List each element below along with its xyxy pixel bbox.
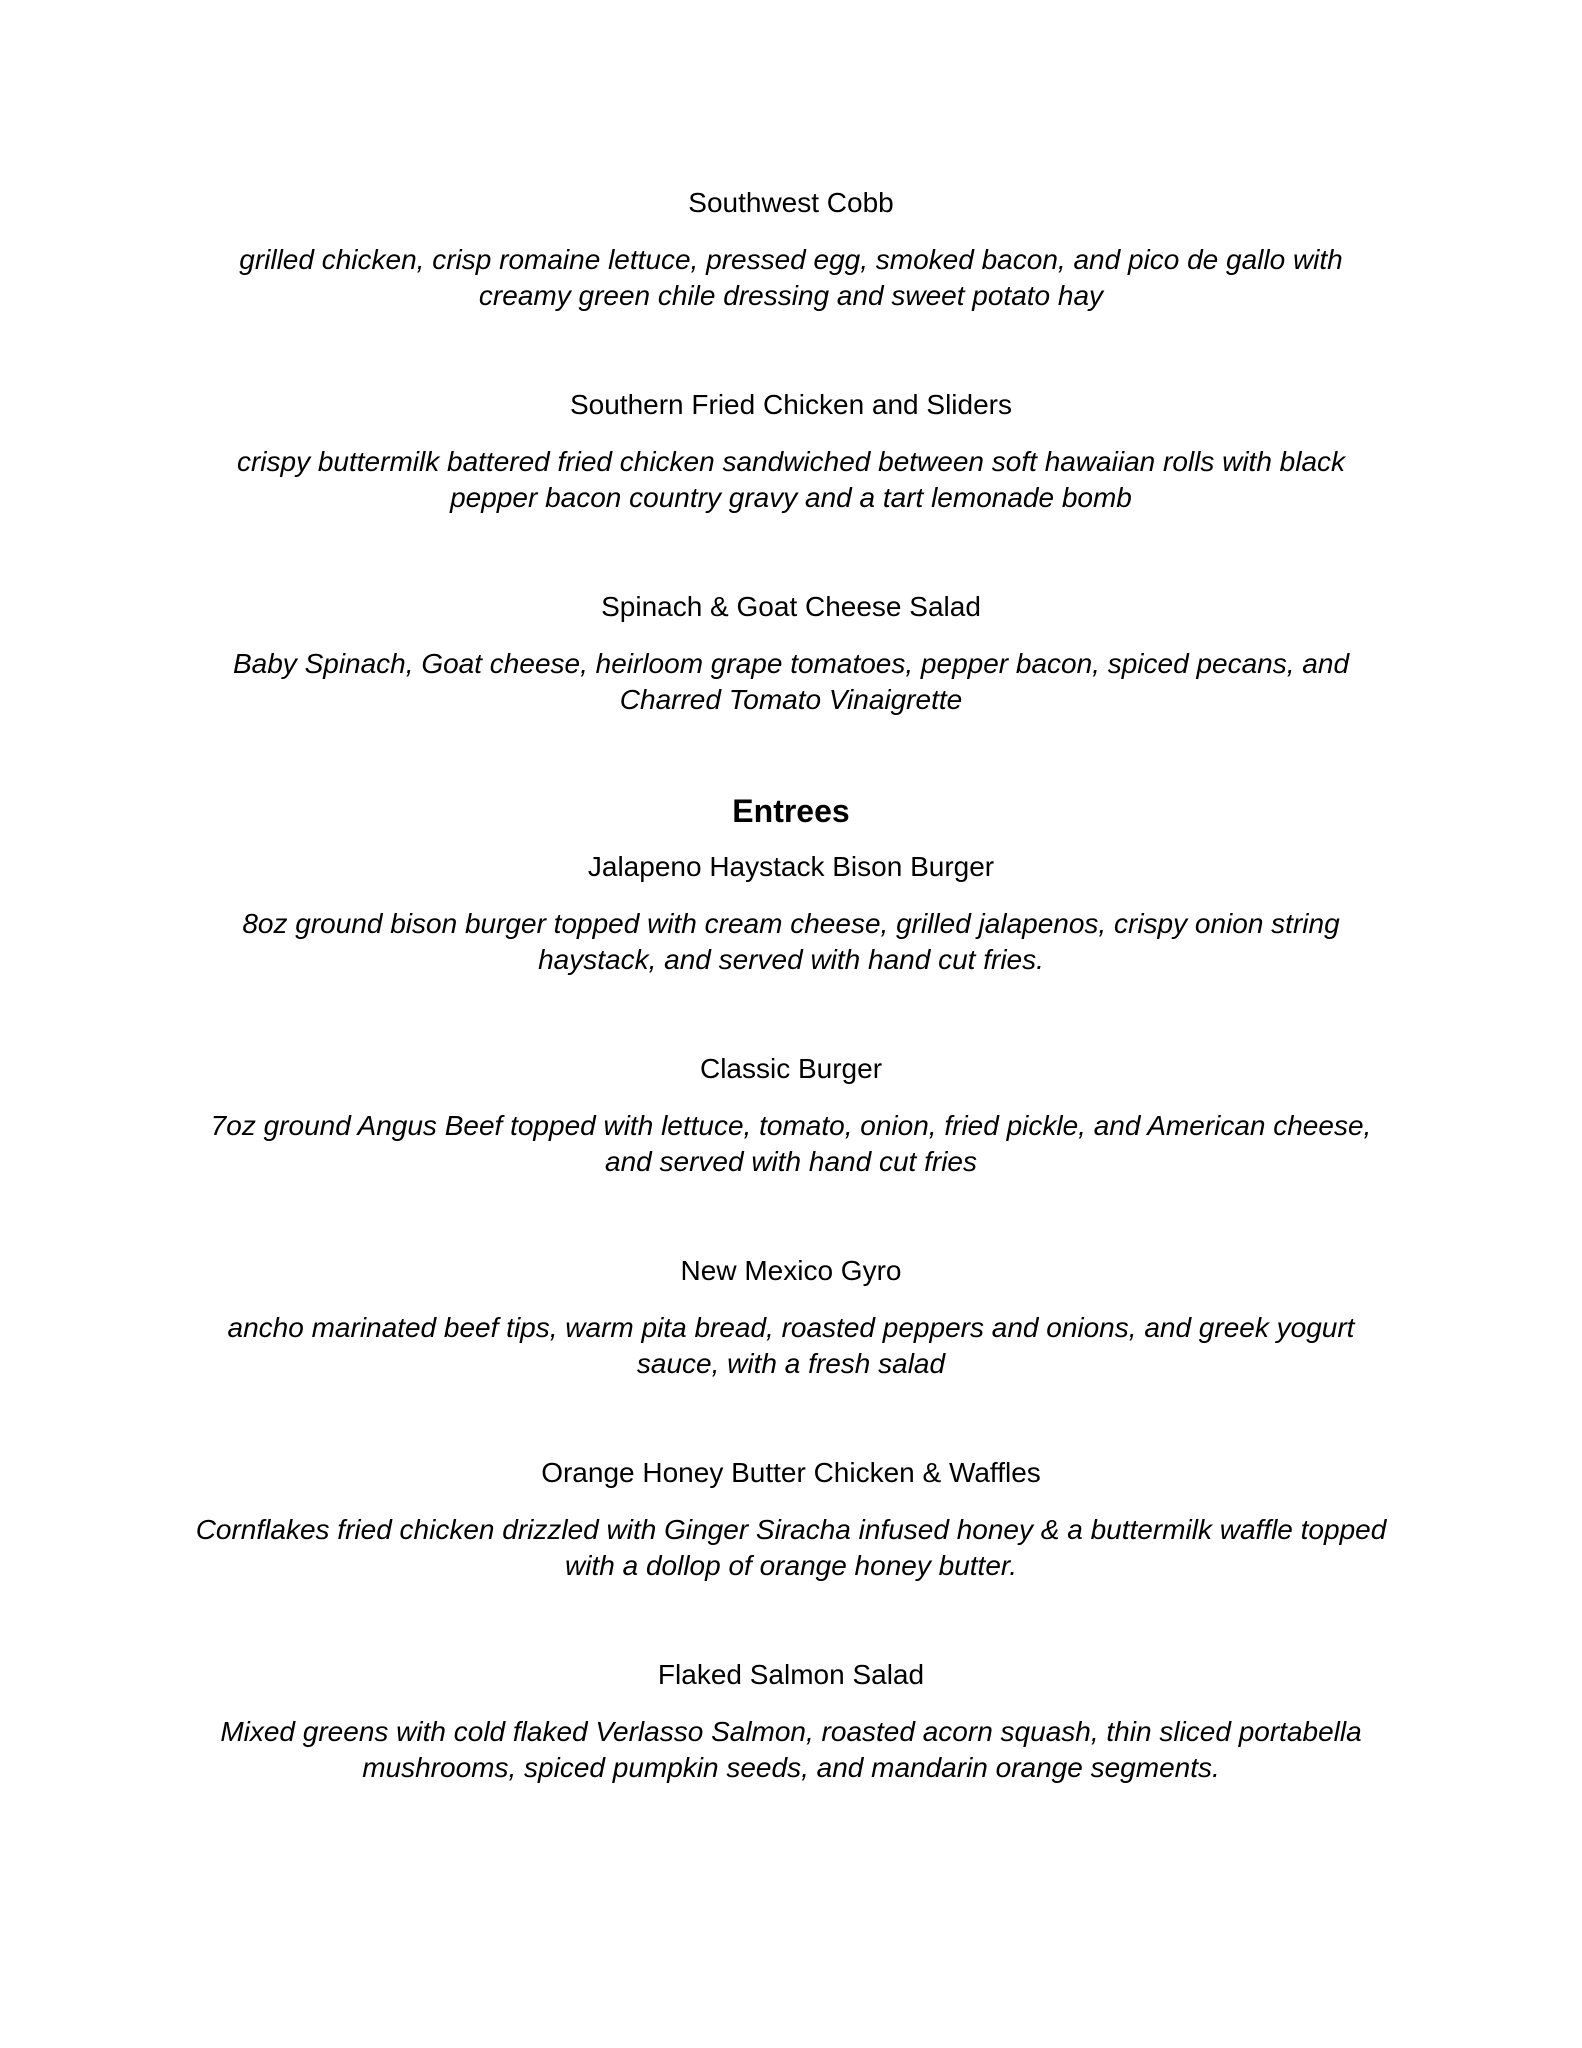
description-line: 8oz ground bison burger topped with cream cheese, grilled jalapenos, crispy onion string bbox=[242, 908, 1340, 939]
menu-item-title: Classic Burger bbox=[699, 1053, 883, 1084]
description-line: crispy buttermilk battered fried chicken sandwiched between soft hawaiian rolls with black bbox=[236, 446, 1346, 477]
description-line: creamy green chile dressing and sweet potato hay bbox=[478, 280, 1104, 311]
menu-item bbox=[0, 1658, 1582, 1786]
menu-item-description bbox=[171, 444, 1411, 516]
menu-item-description bbox=[171, 1108, 1411, 1180]
description-line: Baby Spinach, Goat cheese, heirloom grape tomatoes, pepper bacon, spiced pecans, and bbox=[232, 648, 1350, 679]
menu-item-title: Flaked Salmon Salad bbox=[657, 1659, 925, 1690]
menu-item-title: Orange Honey Butter Chicken & Waffles bbox=[541, 1457, 1041, 1488]
description-line: sauce, with a fresh salad bbox=[636, 1348, 946, 1379]
menu-item-description bbox=[171, 1310, 1411, 1382]
menu-item-description bbox=[171, 242, 1411, 314]
description-line: haystack, and served with hand cut fries. bbox=[538, 944, 1044, 975]
menu-item-description bbox=[171, 906, 1411, 978]
menu-item bbox=[0, 1254, 1582, 1382]
menu-item bbox=[0, 186, 1582, 314]
description-line: ancho marinated beef tips, warm pita bread, roasted peppers and onions, and greek yogurt bbox=[227, 1312, 1355, 1343]
description-line: Charred Tomato Vinaigrette bbox=[619, 684, 963, 715]
menu-item bbox=[0, 1052, 1582, 1180]
description-line: Cornflakes fried chicken drizzled with Ginger Siracha infused honey & a buttermilk waffle topped bbox=[195, 1514, 1387, 1545]
menu-item-description bbox=[171, 646, 1411, 718]
description-line: pepper bacon country gravy and a tart lemonade bomb bbox=[450, 482, 1132, 513]
menu-item-title: Southern Fried Chicken and Sliders bbox=[569, 389, 1012, 420]
menu-item bbox=[0, 850, 1582, 978]
menu-item-description bbox=[171, 1714, 1411, 1786]
menu-item-description bbox=[171, 1512, 1411, 1584]
description-line: and served with hand cut fries bbox=[605, 1146, 977, 1177]
menu-item bbox=[0, 388, 1582, 516]
menu-item-title: Southwest Cobb bbox=[688, 187, 894, 218]
description-line: grilled chicken, crisp romaine lettuce, pressed egg, smoked bacon, and pico de gallo with bbox=[239, 244, 1343, 275]
description-line: with a dollop of orange honey butter. bbox=[565, 1550, 1017, 1581]
description-line: mushrooms, spiced pumpkin seeds, and mandarin orange segments. bbox=[362, 1752, 1220, 1783]
menu-item bbox=[0, 590, 1582, 718]
menu-item-title: New Mexico Gyro bbox=[680, 1255, 902, 1286]
menu-item-title: Jalapeno Haystack Bison Burger bbox=[587, 851, 995, 882]
description-line: 7oz ground Angus Beef topped with lettuce, tomato, onion, fried pickle, and American cheese, bbox=[210, 1110, 1372, 1141]
menu-item-title: Spinach & Goat Cheese Salad bbox=[601, 591, 981, 622]
menu-item bbox=[0, 1456, 1582, 1584]
section-heading-entrees: Entrees bbox=[732, 793, 850, 829]
description-line: Mixed greens with cold flaked Verlasso Salmon, roasted acorn squash, thin sliced portabella bbox=[220, 1716, 1362, 1747]
